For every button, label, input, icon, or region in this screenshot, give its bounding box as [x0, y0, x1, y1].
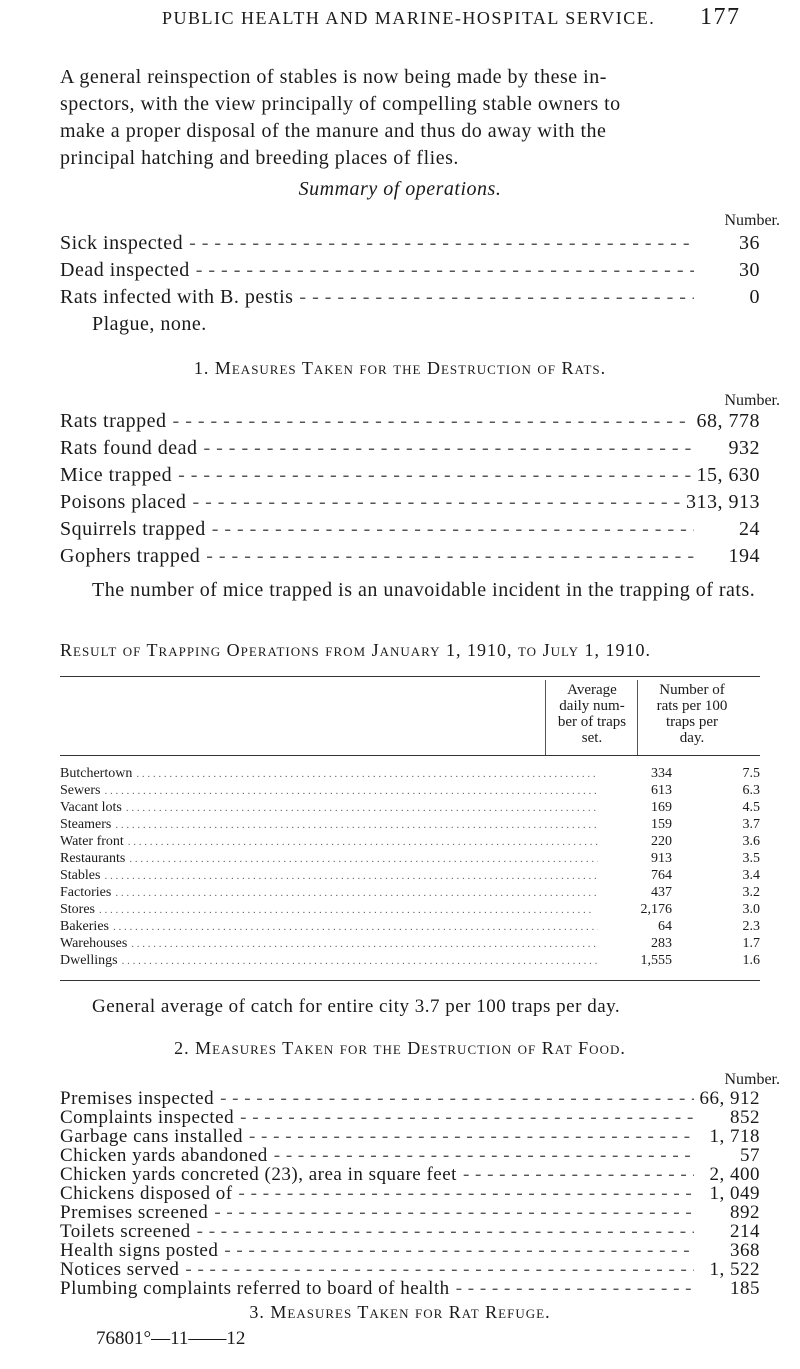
item-label: Rats infected with B. pestis	[60, 286, 294, 308]
list-item	[60, 1088, 760, 1107]
cell-place: Warehouses	[60, 936, 128, 951]
page-number: 177	[700, 4, 741, 30]
item-value: 932	[728, 437, 760, 459]
traps-column-header	[548, 682, 636, 746]
item-label: Mice trapped	[60, 464, 173, 486]
list-item	[60, 410, 760, 437]
cell-place: Vacant lots	[60, 800, 122, 815]
table-bottom-rule	[60, 980, 760, 981]
cell-place: Butchertown	[60, 766, 133, 781]
cell-rats: 3.4	[742, 868, 760, 883]
item-value: 214	[730, 1221, 760, 1242]
item-value: 313, 913	[686, 491, 760, 513]
item-value: 24	[739, 518, 760, 540]
section1-list	[60, 410, 760, 572]
cell-place: Stores	[60, 902, 95, 917]
table-row	[60, 902, 760, 919]
cell-traps: 1,555	[640, 953, 672, 968]
section2-number-label: Number.	[724, 1071, 780, 1088]
summary-number-label: Number.	[724, 212, 780, 229]
item-label: Dead inspected	[60, 259, 190, 281]
list-item	[60, 437, 760, 464]
cell-rats: 1.7	[742, 936, 760, 951]
table-row	[60, 851, 760, 868]
cell-place: Restaurants	[60, 851, 126, 866]
table-row	[60, 783, 760, 800]
item-label: Rats trapped	[60, 410, 167, 432]
section1-number-label: Number.	[724, 392, 780, 409]
item-value: 852	[730, 1107, 760, 1128]
header-line: ber of traps	[557, 714, 627, 730]
list-item	[60, 545, 760, 572]
item-label: Chickens disposed of	[60, 1183, 233, 1204]
cell-traps: 613	[651, 783, 672, 798]
table-row	[60, 766, 760, 783]
cell-rats: 3.2	[742, 885, 760, 900]
rats-column-header	[640, 682, 744, 746]
list-item	[60, 464, 760, 491]
item-value: 892	[730, 1202, 760, 1223]
header-line: daily num-	[559, 698, 625, 714]
item-label: Toilets screened	[60, 1221, 191, 1242]
section2-list	[60, 1088, 760, 1297]
list-item	[60, 1164, 760, 1183]
cell-traps: 334	[651, 766, 672, 781]
item-label: Health signs posted	[60, 1240, 219, 1261]
header-line: rats per 100	[656, 698, 728, 714]
item-label: Premises inspected	[60, 1088, 215, 1109]
section2-heading: 2. Measures Taken for the Destruction of Rat Food.	[174, 1038, 626, 1058]
cell-traps: 64	[658, 919, 672, 934]
mice-note: The number of mice trapped is an unavoidable incident in the trapping of rats.	[92, 579, 756, 601]
cell-place: Stables	[60, 868, 101, 883]
table-row	[60, 800, 760, 817]
item-value: 0	[749, 286, 760, 308]
list-item	[60, 1259, 760, 1278]
cell-place: Water front	[60, 834, 124, 849]
item-label: Squirrels trapped	[60, 518, 206, 540]
item-value: 185	[730, 1278, 760, 1299]
item-value: 68, 778	[696, 410, 760, 432]
plague-note: Plague, none.	[92, 313, 207, 335]
table-header-rule	[60, 755, 760, 756]
item-label: Complaints inspected	[60, 1107, 235, 1128]
intro-line: principal hatching and breeding places of flies.	[60, 147, 459, 169]
table-row	[60, 936, 760, 953]
cell-rats: 7.5	[742, 766, 760, 781]
general-average: General average of catch for entire city 3.7 per 100 traps per day.	[92, 996, 621, 1017]
item-label: Garbage cans installed	[60, 1126, 243, 1147]
cell-traps: 283	[651, 936, 672, 951]
header-line: set.	[581, 730, 603, 746]
intro-line: spectors, with the view principally of compelling stable owners to	[60, 93, 621, 115]
list-item	[60, 1183, 760, 1202]
cell-place: Dwellings	[60, 953, 118, 968]
table-row	[60, 885, 760, 902]
cell-place: Bakeries	[60, 919, 109, 934]
item-label: Chicken yards abandoned	[60, 1145, 268, 1166]
header-line: Number of	[659, 682, 725, 698]
table-row	[60, 953, 760, 970]
intro-line: A general reinspection of stables is now being made by these in-	[60, 66, 607, 88]
cell-rats: 6.3	[742, 783, 760, 798]
item-value: 66, 912	[699, 1088, 760, 1109]
intro-line: make a proper disposal of the manure and thus do away with the	[60, 120, 607, 142]
list-item	[60, 491, 760, 518]
cell-traps: 913	[651, 851, 672, 866]
item-label: Rats found dead	[60, 437, 198, 459]
header-line: Average	[567, 682, 617, 698]
list-item	[60, 1240, 760, 1259]
cell-traps: 220	[651, 834, 672, 849]
cell-rats: 3.7	[742, 817, 760, 832]
table-row	[60, 817, 760, 834]
item-label: Chicken yards concreted (23), area in square feet	[60, 1164, 457, 1185]
trapping-heading: Result of Trapping Operations from January 1, 1910, to July 1, 1910.	[60, 640, 651, 660]
list-item	[60, 1221, 760, 1240]
section3-heading: 3. Measures Taken for Rat Refuge.	[249, 1302, 551, 1322]
header-line: traps per	[665, 714, 719, 730]
cell-rats: 3.5	[742, 851, 760, 866]
table-top-rule	[60, 676, 760, 677]
list-item	[60, 1126, 760, 1145]
summary-list	[60, 232, 760, 313]
item-value: 36	[739, 232, 760, 254]
cell-rats: 3.6	[742, 834, 760, 849]
list-item	[60, 518, 760, 545]
footer-signature: 76801°—11——12	[96, 1328, 246, 1349]
cell-rats: 1.6	[742, 953, 760, 968]
item-label: Sick inspected	[60, 232, 184, 254]
cell-place: Sewers	[60, 783, 101, 798]
item-value: 1, 522	[709, 1259, 760, 1280]
cell-traps: 437	[651, 885, 672, 900]
cell-rats: 4.5	[742, 800, 760, 815]
list-item	[60, 1145, 760, 1164]
header-line: day.	[679, 730, 705, 746]
column-divider	[545, 680, 546, 755]
column-divider	[637, 680, 638, 755]
cell-traps: 2,176	[640, 902, 672, 917]
list-item	[60, 1107, 760, 1126]
list-item	[60, 1202, 760, 1221]
item-label: Poisons placed	[60, 491, 187, 513]
table-row	[60, 868, 760, 885]
section1-heading: 1. Measures Taken for the Destruction of Rats.	[193, 358, 607, 378]
list-item	[60, 1278, 760, 1297]
cell-place: Factories	[60, 885, 112, 900]
cell-rats: 3.0	[742, 902, 760, 917]
item-label: Gophers trapped	[60, 545, 201, 567]
intro-paragraph	[60, 64, 760, 172]
item-label: Plumbing complaints referred to board of health	[60, 1278, 450, 1299]
item-value: 57	[740, 1145, 760, 1166]
item-label: Premises screened	[60, 1202, 209, 1223]
item-value: 1, 718	[709, 1126, 760, 1147]
item-value: 194	[728, 545, 760, 567]
cell-traps: 169	[651, 800, 672, 815]
cell-place: Steamers	[60, 817, 112, 832]
item-value: 368	[730, 1240, 760, 1261]
item-value: 2, 400	[709, 1164, 760, 1185]
list-item	[60, 232, 760, 259]
item-value: 30	[739, 259, 760, 281]
item-value: 1, 049	[709, 1183, 760, 1204]
header-title: PUBLIC HEALTH AND MARINE-HOSPITAL SERVICE.	[162, 8, 656, 28]
item-label: Notices served	[60, 1259, 180, 1280]
list-item	[60, 286, 760, 313]
table-row	[60, 919, 760, 936]
item-value: 15, 630	[696, 464, 760, 486]
table-row	[60, 834, 760, 851]
cell-traps: 159	[651, 817, 672, 832]
cell-rats: 2.3	[742, 919, 760, 934]
cell-traps: 764	[651, 868, 672, 883]
summary-heading: Summary of operations.	[298, 178, 502, 200]
list-item	[60, 259, 760, 286]
